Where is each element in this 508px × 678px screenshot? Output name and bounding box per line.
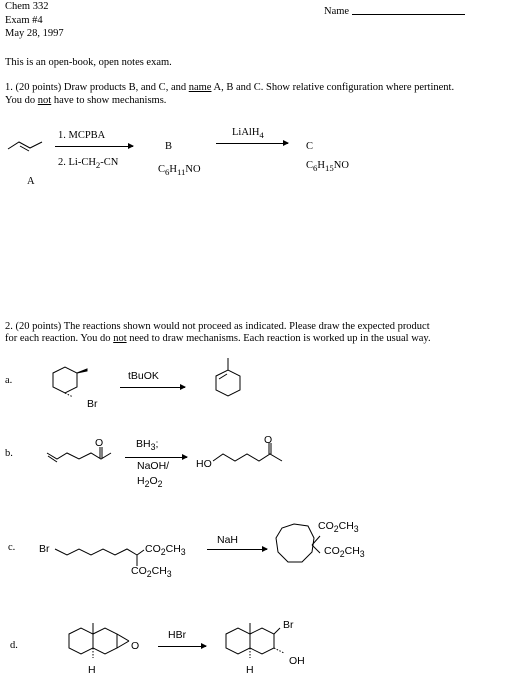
reaction-a-br: Br — [87, 398, 98, 410]
reaction-b-ho: HO — [196, 458, 212, 470]
formula-c: $C_6H_{15}NO$ — [306, 160, 349, 174]
reaction-c-ester-1: $CO_2CH_3$ — [145, 543, 186, 558]
reaction-c-label: c. — [8, 542, 16, 553]
reaction-d-br: Br — [283, 619, 294, 631]
intro-text: This is an open-book, open notes exam. — [5, 57, 172, 68]
label-c: C — [306, 141, 314, 152]
q2-prompt-line2: for each reaction. You do not need to draw mechanisms. Each reaction is worked up in the usual way. — [5, 333, 431, 344]
reaction-d-arrow — [158, 646, 206, 647]
reaction-d-reagent: HBr — [168, 629, 187, 641]
reaction-b-o1: O — [95, 437, 104, 449]
name-label: Name — [324, 6, 350, 17]
reaction-c-product-ester-1: $CO_2CH_3$ — [318, 520, 359, 535]
reaction-d-h1: H — [88, 664, 96, 676]
q1-arrow-1 — [55, 146, 133, 147]
q1-prompt-line2: You do not have to show mechanisms. — [5, 95, 167, 106]
q1-arrow-2 — [216, 143, 288, 144]
reaction-b-o2: O — [264, 434, 273, 446]
reaction-d-o: O — [131, 640, 140, 652]
reaction-c-br: Br — [39, 543, 50, 555]
reaction-c-ester-2: $CO_2CH_3$ — [131, 565, 172, 580]
reaction-a-product — [210, 356, 250, 408]
exam-number: Exam #4 — [5, 15, 43, 26]
compound-a-structure — [8, 137, 48, 153]
reaction-d-oh: OH — [289, 655, 305, 667]
label-b: B — [165, 141, 173, 152]
exam-date: May 28, 1997 — [5, 28, 64, 39]
q1-reagent-2: 2. $Li-CH_2-CN$ — [58, 157, 119, 171]
reaction-c-product-ester-2: $CO_2CH_3$ — [324, 545, 365, 560]
name-line[interactable] — [352, 5, 465, 15]
reaction-a-reagent: tBuOK — [128, 370, 159, 382]
formula-b: $C_6H_{11}NO$ — [158, 164, 201, 178]
course-title: Chem 332 — [5, 1, 49, 12]
reaction-a-label: a. — [5, 375, 13, 386]
q2-prompt-line1: 2. (20 points) The reactions shown would not proceed as indicated. Please draw the expected product — [5, 321, 430, 332]
reaction-a-arrow — [120, 387, 185, 388]
q1-prompt-line1: 1. (20 points) Draw products B, and C, and name A, B and C. Show relative configuration where pertinent. — [5, 82, 455, 93]
label-a: A — [27, 176, 35, 187]
reaction-b-reagent-2: NaOH/ — [137, 460, 170, 472]
reaction-c-reagent: NaH — [217, 534, 239, 546]
q1-reagent-1: 1. MCPBA — [58, 130, 106, 141]
name-field[interactable] — [324, 5, 465, 17]
reaction-b-reagent-1: $BH_3$; — [136, 438, 159, 453]
q1-reagent-3: LiAlH$_4$ — [232, 127, 264, 141]
reaction-c-arrow — [207, 549, 267, 550]
reaction-b-reagent-3: $H_2O_2$ — [137, 475, 163, 490]
reaction-d-h2: H — [246, 664, 254, 676]
reaction-b-arrow — [125, 457, 187, 458]
reaction-b-product — [210, 437, 285, 469]
reaction-b-label: b. — [5, 448, 13, 459]
reaction-b-reactant — [45, 435, 115, 470]
reaction-d-label: d. — [10, 640, 18, 651]
